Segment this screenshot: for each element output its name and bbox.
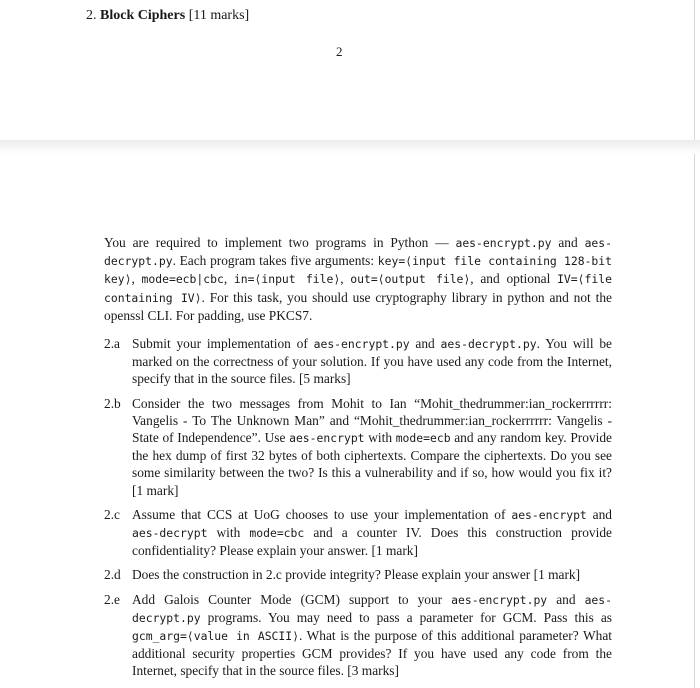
inline-code: aes-encrypt.py (455, 236, 552, 250)
text-run: , and optional (470, 271, 558, 287)
page-number: 2 (336, 44, 343, 59)
inline-code: aes-decrypt.py (132, 592, 612, 625)
text-run: Assume that CCS at UoG chooses to use your implementation of (132, 506, 512, 522)
text-run: You are required to implement two programs in Python — (104, 235, 456, 250)
inline-code: in=⟨input file⟩ (233, 272, 341, 287)
section-number: 2. (86, 8, 97, 23)
text-run: , (340, 271, 351, 287)
inline-code: aes-encrypt.py (313, 337, 410, 352)
text-run: Submit your implementation of (132, 336, 314, 352)
text-run: and (586, 506, 612, 522)
text-run: and (551, 235, 585, 250)
text-run: . You will be marked on the correctness of your solution. If you have used any code from the Internet, specify that in the source files. [5 marks] (132, 336, 612, 387)
section-marks: [11 marks] (188, 8, 250, 23)
text-run: programs. You may need to pass a parameter for GCM. Pass this as (200, 609, 612, 625)
text-run: . For this task, you should use cryptography library in python and not the openssl CLI. For padding, use PKCS7. (104, 289, 612, 323)
subquestion-2-a (104, 335, 612, 388)
text-run: Add Galois Counter Mode (GCM) support to your (132, 591, 452, 607)
inline-code: aes-encrypt.py (451, 592, 548, 607)
text-run: . Each program takes five arguments: (172, 253, 378, 269)
subquestion-label: 2.b (104, 395, 121, 411)
inline-code: IV=⟨file containing IV⟩ (104, 272, 612, 305)
inline-code: aes-decrypt.py (104, 236, 612, 269)
subquestion-text (132, 336, 612, 386)
subquestion-2-c (104, 506, 612, 560)
inline-code: mode=ecb (395, 431, 451, 446)
current-page (0, 154, 695, 688)
text-run: Consider the two messages from Mohit to Ian “Mohit_thedrummer:ian_rockerrrrrr: Vangelis - To The Unknown Man” and “Mohit_thedrummer:ian_rockerrrrrr: Vangelis - State of Independence”. Use (132, 395, 612, 446)
text-run: and a counter IV. Does this construction provide confidentiality? Please explain your answer. [1 mark] (132, 525, 612, 559)
section-title: Block Ciphers (100, 8, 186, 23)
subquestion-label: 2.d (104, 567, 121, 583)
subquestion-2-e (104, 591, 612, 680)
text-run: Does the construction in 2.c provide integrity? Please explain your answer [1 mark] (132, 567, 581, 583)
text-run: with (207, 525, 250, 541)
inline-code: mode=cbc (249, 526, 305, 541)
text-run: with (364, 430, 396, 446)
section-heading (86, 8, 249, 24)
subquestion-label: 2.c (104, 506, 120, 522)
inline-code: aes-decrypt.py (440, 337, 537, 352)
inline-code: mode=ecb|cbc (141, 272, 224, 287)
subquestion-2-d (104, 566, 612, 583)
question-body (104, 234, 612, 687)
subquestion-label: 2.e (104, 591, 120, 607)
inline-code: aes-decrypt (132, 526, 208, 541)
text-run: and any random key. Provide the hex dump of first 32 bytes of both ciphertexts. Compare the ciphertexts. Do you see some similarity between the two? Is this a vulnerability and if so, how would you fix it? [1 mark] (132, 430, 612, 498)
subquestion-text (132, 507, 612, 558)
subquestion-label: 2.a (104, 336, 120, 352)
subquestion-2-b (104, 395, 612, 499)
subquestion-text (132, 592, 612, 679)
text-run: and (547, 591, 585, 607)
subquestion-text (132, 396, 612, 498)
page-gap (0, 140, 700, 154)
intro-paragraph (104, 234, 612, 324)
subquestion-list (104, 335, 612, 680)
text-run: , (223, 271, 234, 287)
text-run: and (409, 336, 441, 352)
inline-code: gcm_arg=⟨value in ASCII⟩ (132, 629, 299, 644)
inline-code: aes-encrypt (289, 431, 365, 446)
text-run: , (131, 271, 142, 287)
inline-code: out=⟨output file⟩ (350, 272, 471, 287)
previous-page (0, 0, 695, 140)
inline-code: key=⟨input file containing 128-bit key⟩ (104, 254, 612, 287)
subquestion-text (132, 567, 580, 582)
text-run: . What is the purpose of this additional parameter? What additional security properties GCM provides? If you have used any code from the Internet, specify that in the source files. [3 marks] (132, 628, 612, 679)
inline-code: aes-encrypt (511, 507, 587, 522)
